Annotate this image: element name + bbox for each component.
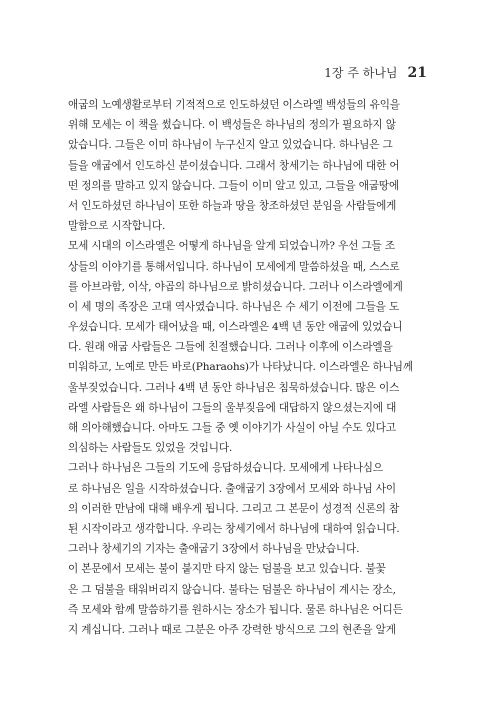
text-line: 이 세 명의 족장은 고대 역사였습니다. 하나님은 수 세기 이전에 그들을 도 <box>68 300 400 313</box>
text-line: 들을 애굽에서 인도하신 분이셨습니다. 그래서 창세기는 하나님에 대한 어 <box>68 159 400 172</box>
page-number: 21 <box>407 65 427 81</box>
text-line: 았습니다. 그들은 이미 하나님이 누구신지 알고 있었습니다. 하나님은 그 <box>68 139 393 152</box>
text-line: 그러나 하나님은 그들의 기도에 응답하셨습니다. 모세에게 나타나심으 <box>68 462 383 475</box>
text-line: 라엘 사람들은 왜 하나님이 그들의 울부짖음에 대답하지 않으셨는지에 대 <box>68 401 397 414</box>
text-line: 서 인도하셨던 하나님이 또한 하늘과 땅을 창조하셨던 분임을 사람들에게 <box>68 199 397 212</box>
text-line: 다. 원래 애굽 사람들은 그들에 친절했습니다. 그러나 이후에 이스라엘을 <box>68 341 393 354</box>
text-line: 즉 모세와 함께 말씀하기를 원하시는 장소가 됩니다. 물론 하나님은 어디든 <box>68 603 403 616</box>
text-line: 의 이러한 만남에 대해 배우게 됩니다. 그리고 그 본문이 성경적 신론의 참 <box>68 502 400 515</box>
text-line: 울부짖었습니다. 그러나 4백 년 동안 하나님은 침묵하셨습니다. 많은 이스 <box>68 381 400 394</box>
text-line: 된 시작이라고 생각합니다. 우리는 창세기에서 하나님에 대하여 읽습니다. <box>68 522 400 535</box>
text-line: 지 계십니다. 그러나 때로 그분은 아주 강력한 방식으로 그의 현존을 알게 <box>68 623 396 636</box>
running-header <box>324 64 427 81</box>
chapter-title: 1장 주 하나님 <box>324 66 398 80</box>
text-line: 위해 모세는 이 책을 썼습니다. 이 백성들은 하나님의 정의가 필요하지 않 <box>68 119 396 132</box>
text-line: 우셨습니다. 모세가 태어났을 때, 이스라엘은 4백 년 동안 애굽에 있었습니 <box>68 321 403 334</box>
text-line: 미워하고, 노예로 만든 바로(Pharaohs)가 나타났니다. 이스라엘은 하나님께 <box>68 361 413 374</box>
text-line: 은 그 덤불을 태워버리지 않습니다. 불타는 덤불은 하나님이 계시는 장소, <box>68 583 396 596</box>
text-line: 애굽의 노예생활로부터 기적적으로 인도하셨던 이스라엘 백성들의 유익을 <box>68 99 400 111</box>
text-line: 말함으로 시작합니다. <box>68 220 166 233</box>
text-line: 해 의아해했습니다. 아마도 그들 중 옛 이야기가 사실이 아닐 수도 있다고 <box>68 422 396 434</box>
text-line: 떤 정의를 말하고 있지 않습니다. 그들이 이미 알고 있고, 그들을 애굽땅에 <box>68 179 400 192</box>
text-line: 이 본문에서 모세는 불이 붙지만 타지 않는 덤불을 보고 있습니다. 불꽃 <box>68 563 386 576</box>
text-line: 그러나 창세기의 기자는 출애굽기 3장에서 하나님을 만났습니다. <box>68 543 360 556</box>
text-line: 를 아브라함, 이삭, 야곱의 하나님으로 밝히셨습니다. 그러나 이스라엘에게 <box>68 280 403 293</box>
text-line: 모세 시대의 이스라엘은 어떻게 하나님을 알게 되었습니까? 우선 그들 조 <box>68 240 395 253</box>
text-line: 상들의 이야기를 통해서입니다. 하나님이 모세에게 말씀하셨을 때, 스스로 <box>68 260 400 273</box>
body-text <box>68 95 444 640</box>
text-line: 로 하나님은 일을 시작하셨습니다. 출애굽기 3장에서 모세와 하나님 사이 <box>68 482 396 495</box>
text-line: 의심하는 사람들도 있었을 것입니다. <box>68 442 233 455</box>
